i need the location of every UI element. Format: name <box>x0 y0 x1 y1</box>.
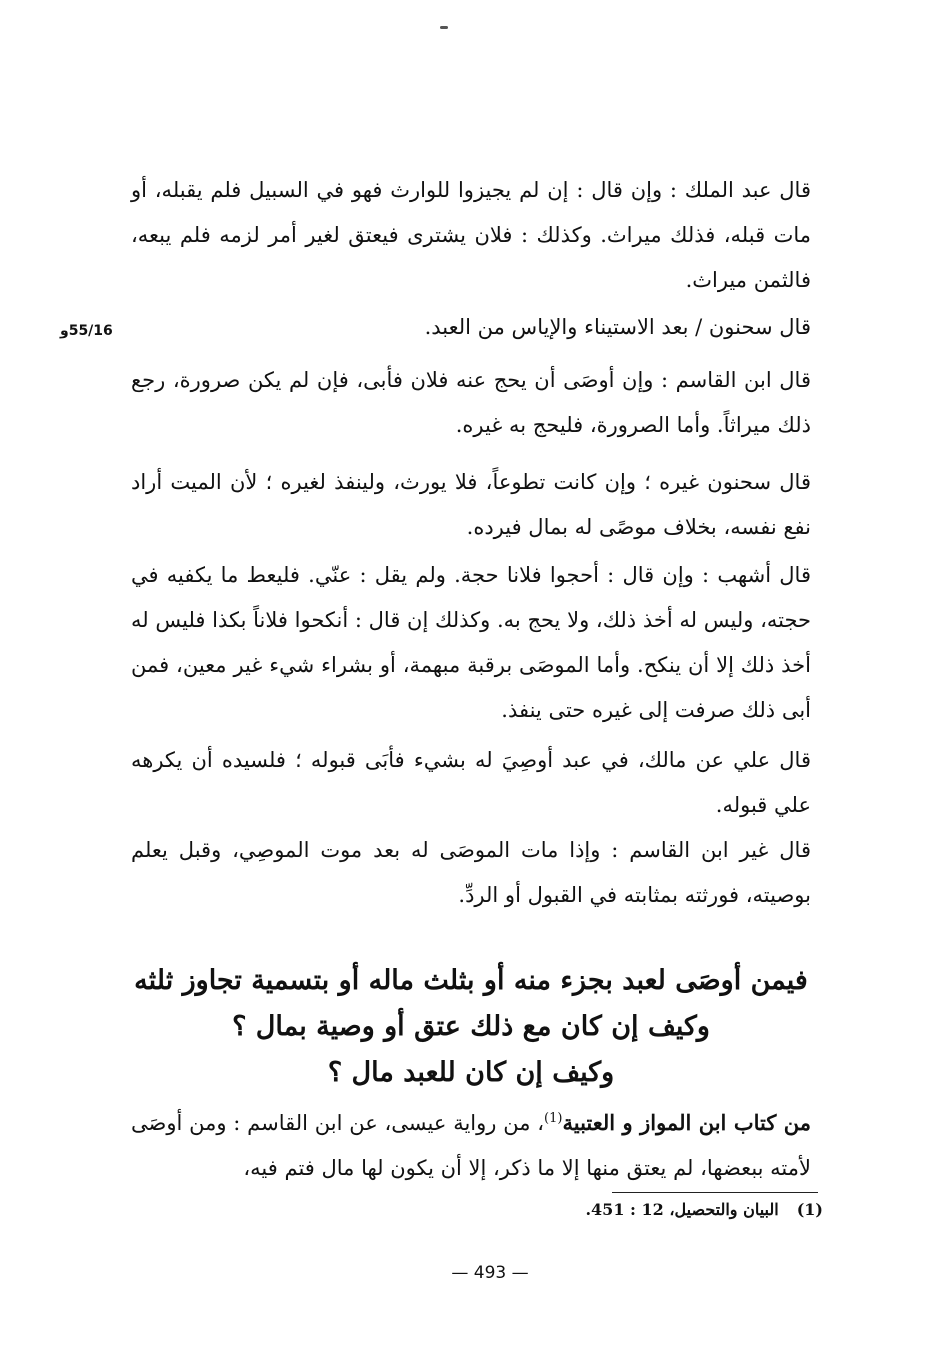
footnote-marker: (1) <box>544 1111 563 1126</box>
heading-line-2: وكيف إن كان مع ذلك عتق أو وصية بمال ؟ <box>232 1011 710 1042</box>
section-heading <box>131 958 811 1096</box>
paragraph-ghayr-ibn-al-qasim: قال غير ابن القاسم : وإذا مات الموصَى له بعد موت الموصِي، وقبل يعلم بوصيته، فورثته بمثابته في القبول أو الردِّ. <box>131 838 811 907</box>
paragraph-source <box>131 1100 811 1191</box>
source-text: ، من رواية عيسى، عن ابن القاسم : ومن أوصَى لأمته ببعضها، لم يعتق منها إلا ما ذكر، إلا أن يكون لها مال فتم فيه، <box>131 1111 811 1180</box>
heading-line-1: فيمن أوصَى لعبد بجزء منه أو بثلث ماله أو بتسمية تجاوز ثلثه <box>134 965 808 996</box>
paragraph-ali-malik: قال علي عن مالك، في عبد أوصِيَ له بشيء فأبَى قبوله ؛ فلسيده أن يكرهه علي قبوله. <box>131 748 811 817</box>
paragraph-ibn-al-qasim: قال ابن القاسم : وإن أوصَى أن يحج عنه فلان فأبى، فإن لم يكن صرورة، رجع ذلك ميراثاً. وأما الصرورة، فليحج به غيره. <box>131 368 811 437</box>
source-lead: من كتاب ابن المواز و العتبية <box>562 1110 811 1135</box>
paragraph-abd-al-malik: قال عبد الملك : وإن قال : إن لم يجيزوا للوارث فهو في السبيل فلم يقبله، أو مات قبله، فذلك ميراث. وكذلك : فلان يشترى فيعتق لغير أمر لزمه فلم يبعه، فالثمن ميراث. <box>131 178 811 292</box>
paragraph-ashhab: قال أشهب : وإن قال : أحجوا فلانا حجة. ولم يقل : عنّي. فليعط ما يكفيه في حجته، وليس له أخذ ذلك، ولا يحج به. وكذلك إن قال : أنكحوا فلاناً بكذا فليس له أخذ ذلك إلا أن ينكح. وأما الموصَى برقبة مبهمة، أو بشراء شيء غير معين، فمن أبى ذلك صرفت إلى غيره حتى ينفذ. <box>131 563 811 722</box>
page-number: — 493 — <box>451 1263 529 1283</box>
paragraph-sahnun-1: قال سحنون / بعد الاستيناء والإياس من العبد. <box>424 315 811 339</box>
footnote-divider <box>612 1192 818 1193</box>
margin-folio-note: 55/16و <box>60 323 113 339</box>
paragraph-sahnun-2: قال سحنون غيره ؛ وإن كانت تطوعاً، فلا يورث، ولينفذ لغيره ؛ لأن الميت أراد نفع نفسه، بخلاف موصًى له بمال فيرده. <box>131 470 811 539</box>
footnote-number: (1) <box>796 1200 823 1219</box>
scan-mark <box>440 26 448 29</box>
footnote <box>423 1200 823 1219</box>
heading-line-3: وكيف إن كان للعبد مال ؟ <box>327 1057 615 1088</box>
footnote-text: البيان والتحصيل، 12 : 451. <box>585 1200 779 1219</box>
